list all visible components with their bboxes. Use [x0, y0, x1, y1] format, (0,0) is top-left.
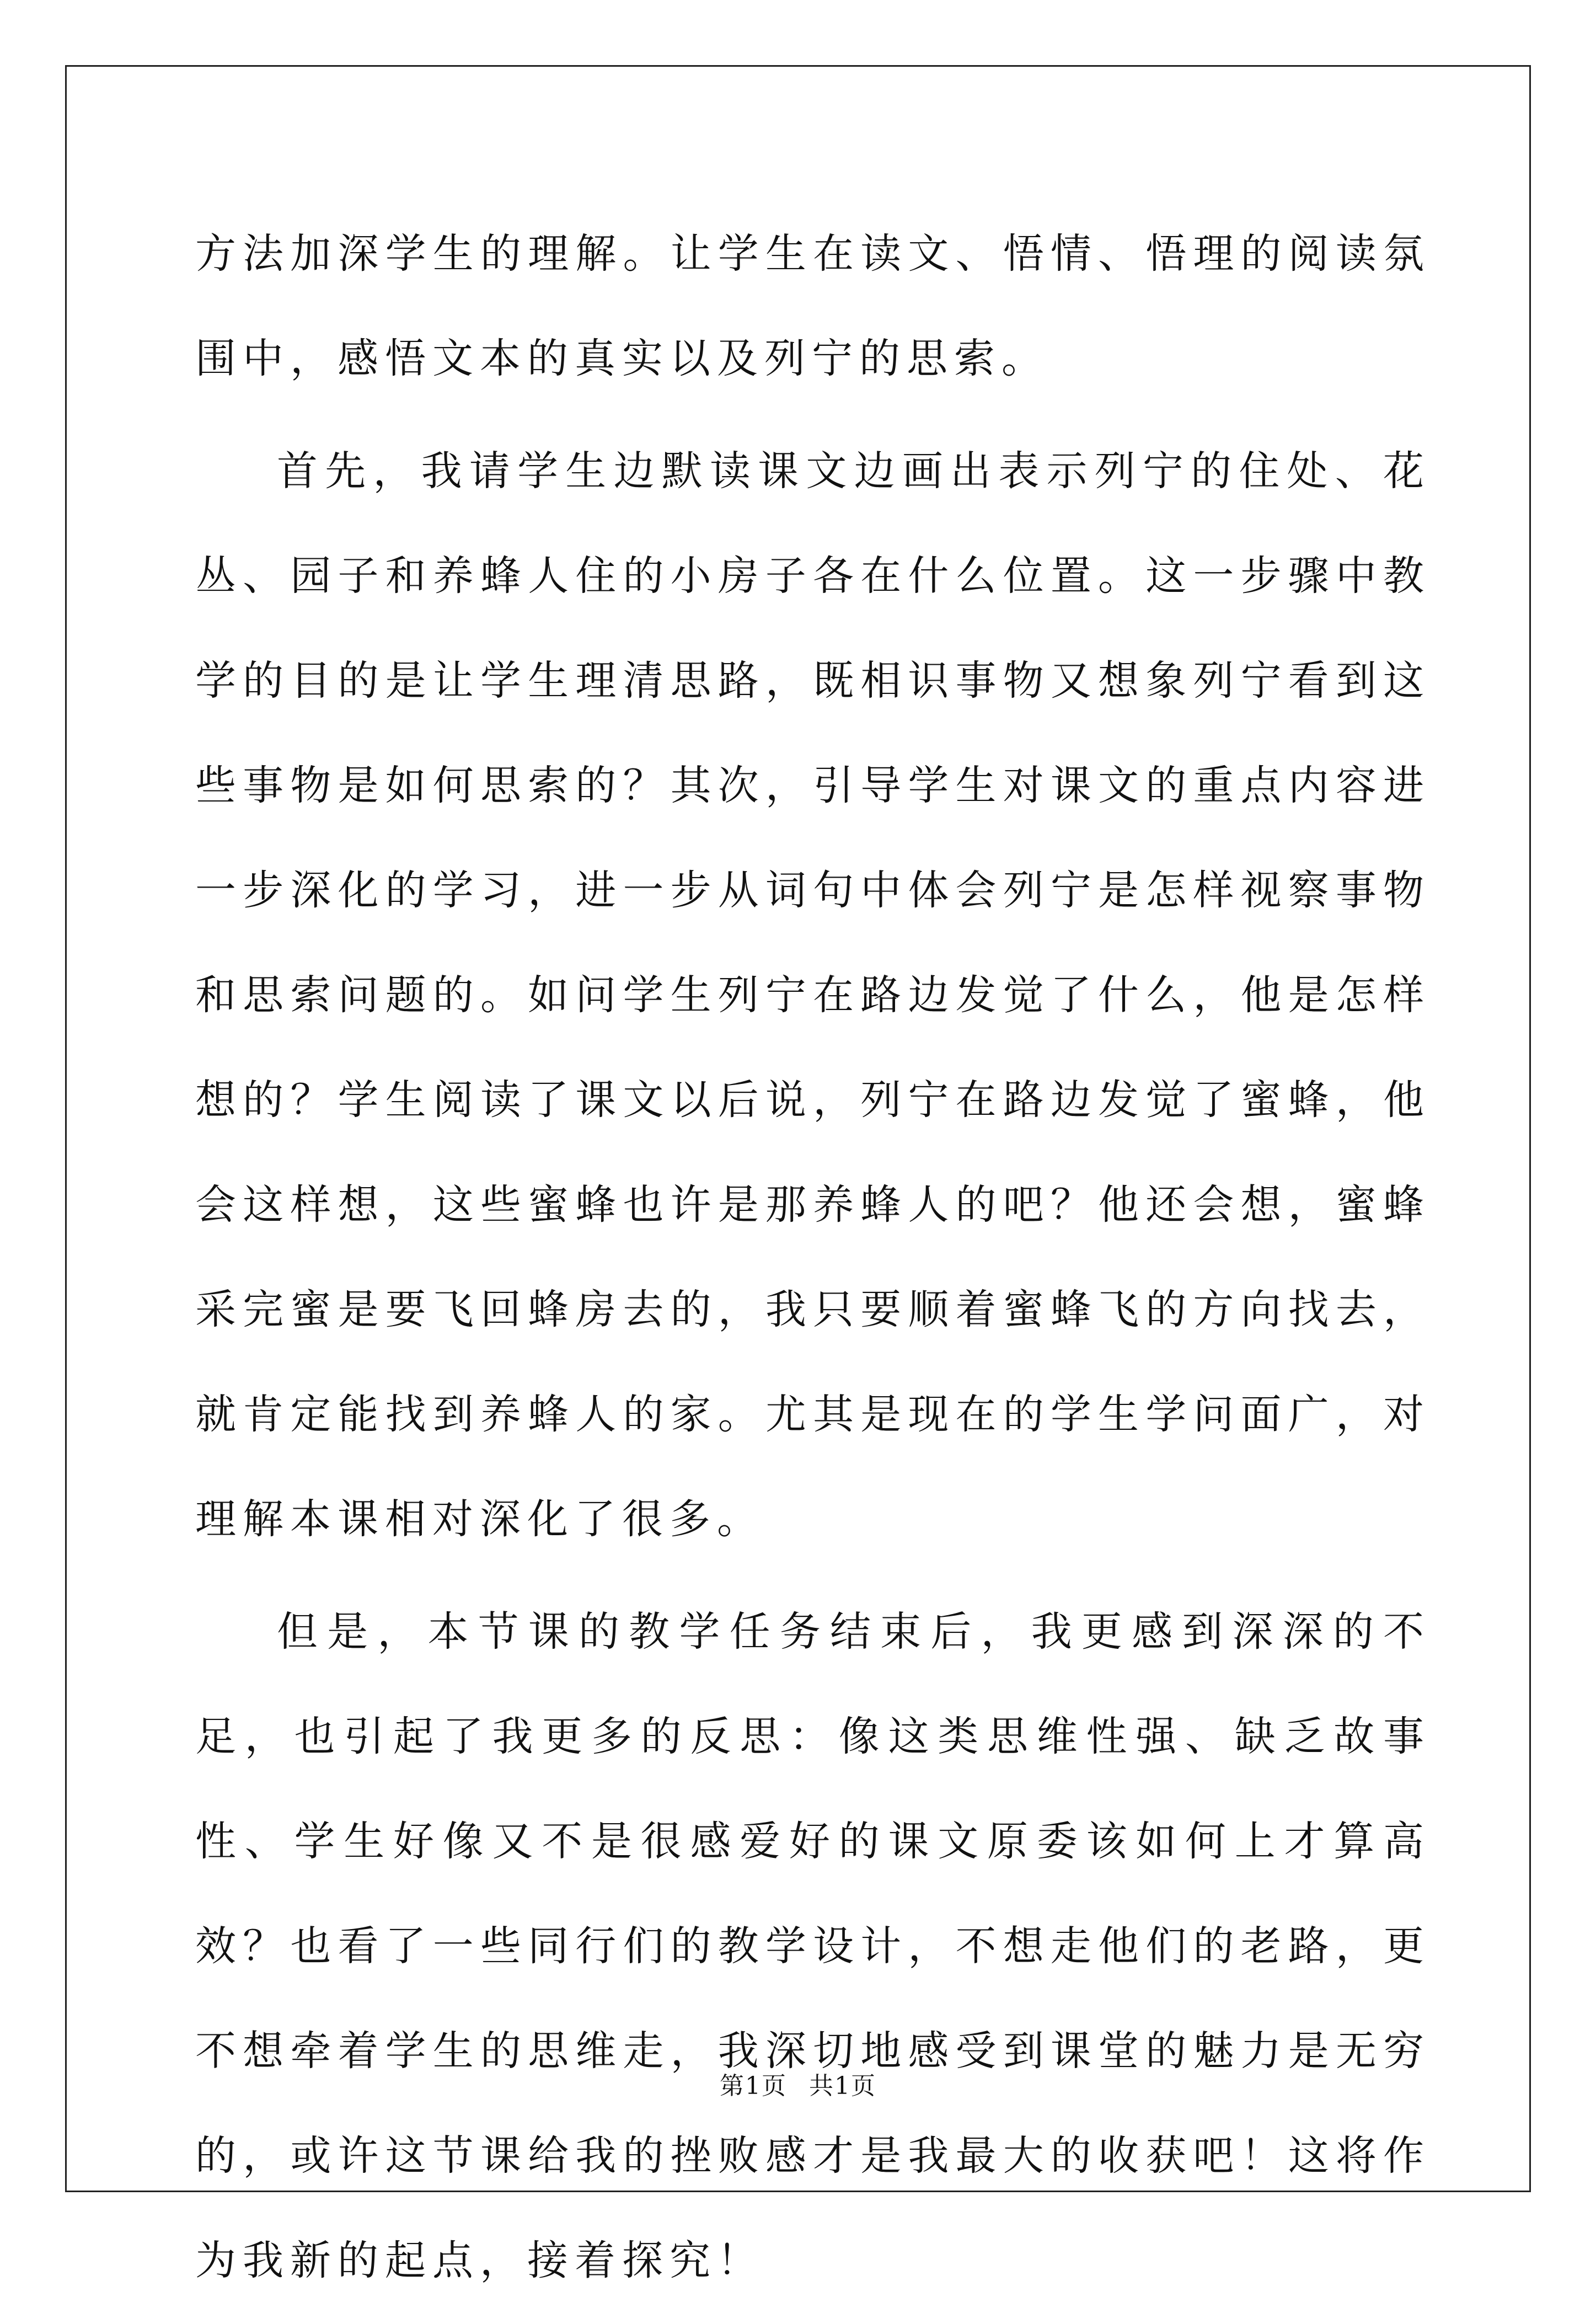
paragraph-2: 首先，我请学生边默读课文边画出表示列宁的住处、花丛、园子和养蜂人住的小房子各在什么位置。这一步骤中教学的目的是让学生理清思路，既相识事物又想象列宁看到这些事物是如何思索的？其次，引导学生对课文的重点内容进一步深化的学习，进一步从词句中体会列宁是怎样视察事物和思索问题的。如问学生列宁在路边发觉了什么，他是怎样想的？学生阅读了课文以后说，列宁在路边发觉了蜜蜂，他会这样想，这些蜜蜂也许是那养蜂人的吧？他还会想，蜜蜂采完蜜是要飞回蜂房去的，我只要顺着蜜蜂飞的方向找去，就肯定能找到养蜂人的家。尤其是现在的学生学问面广，对理解本课相对深化了很多。: [195, 447, 1431, 1543]
document-body: [195, 201, 1431, 2313]
page-footer: [0, 2070, 1596, 2103]
page-number-current: 第1页: [720, 2072, 787, 2100]
paragraph-1: 方法加深学生的理解。让学生在读文、悟情、悟理的阅读氛围中，感悟文本的真实以及列宁的思索。: [195, 230, 1431, 382]
paragraph-3: 但是，本节课的教学任务结束后，我更感到深深的不足，也引起了我更多的反思：像这类思维性强、缺乏故事性、学生好像又不是很感爱好的课文原委该如何上才算高效？也看了一些同行们的教学设计，不想走他们的老路，更不想牵着学生的思维走，我深切地感受到课堂的魅力是无穷的，或许这节课给我的挫败感才是我最大的收获吧！这将作为我新的起点，接着探究！: [195, 1608, 1431, 2284]
page-number-total: 共1页: [809, 2072, 876, 2100]
